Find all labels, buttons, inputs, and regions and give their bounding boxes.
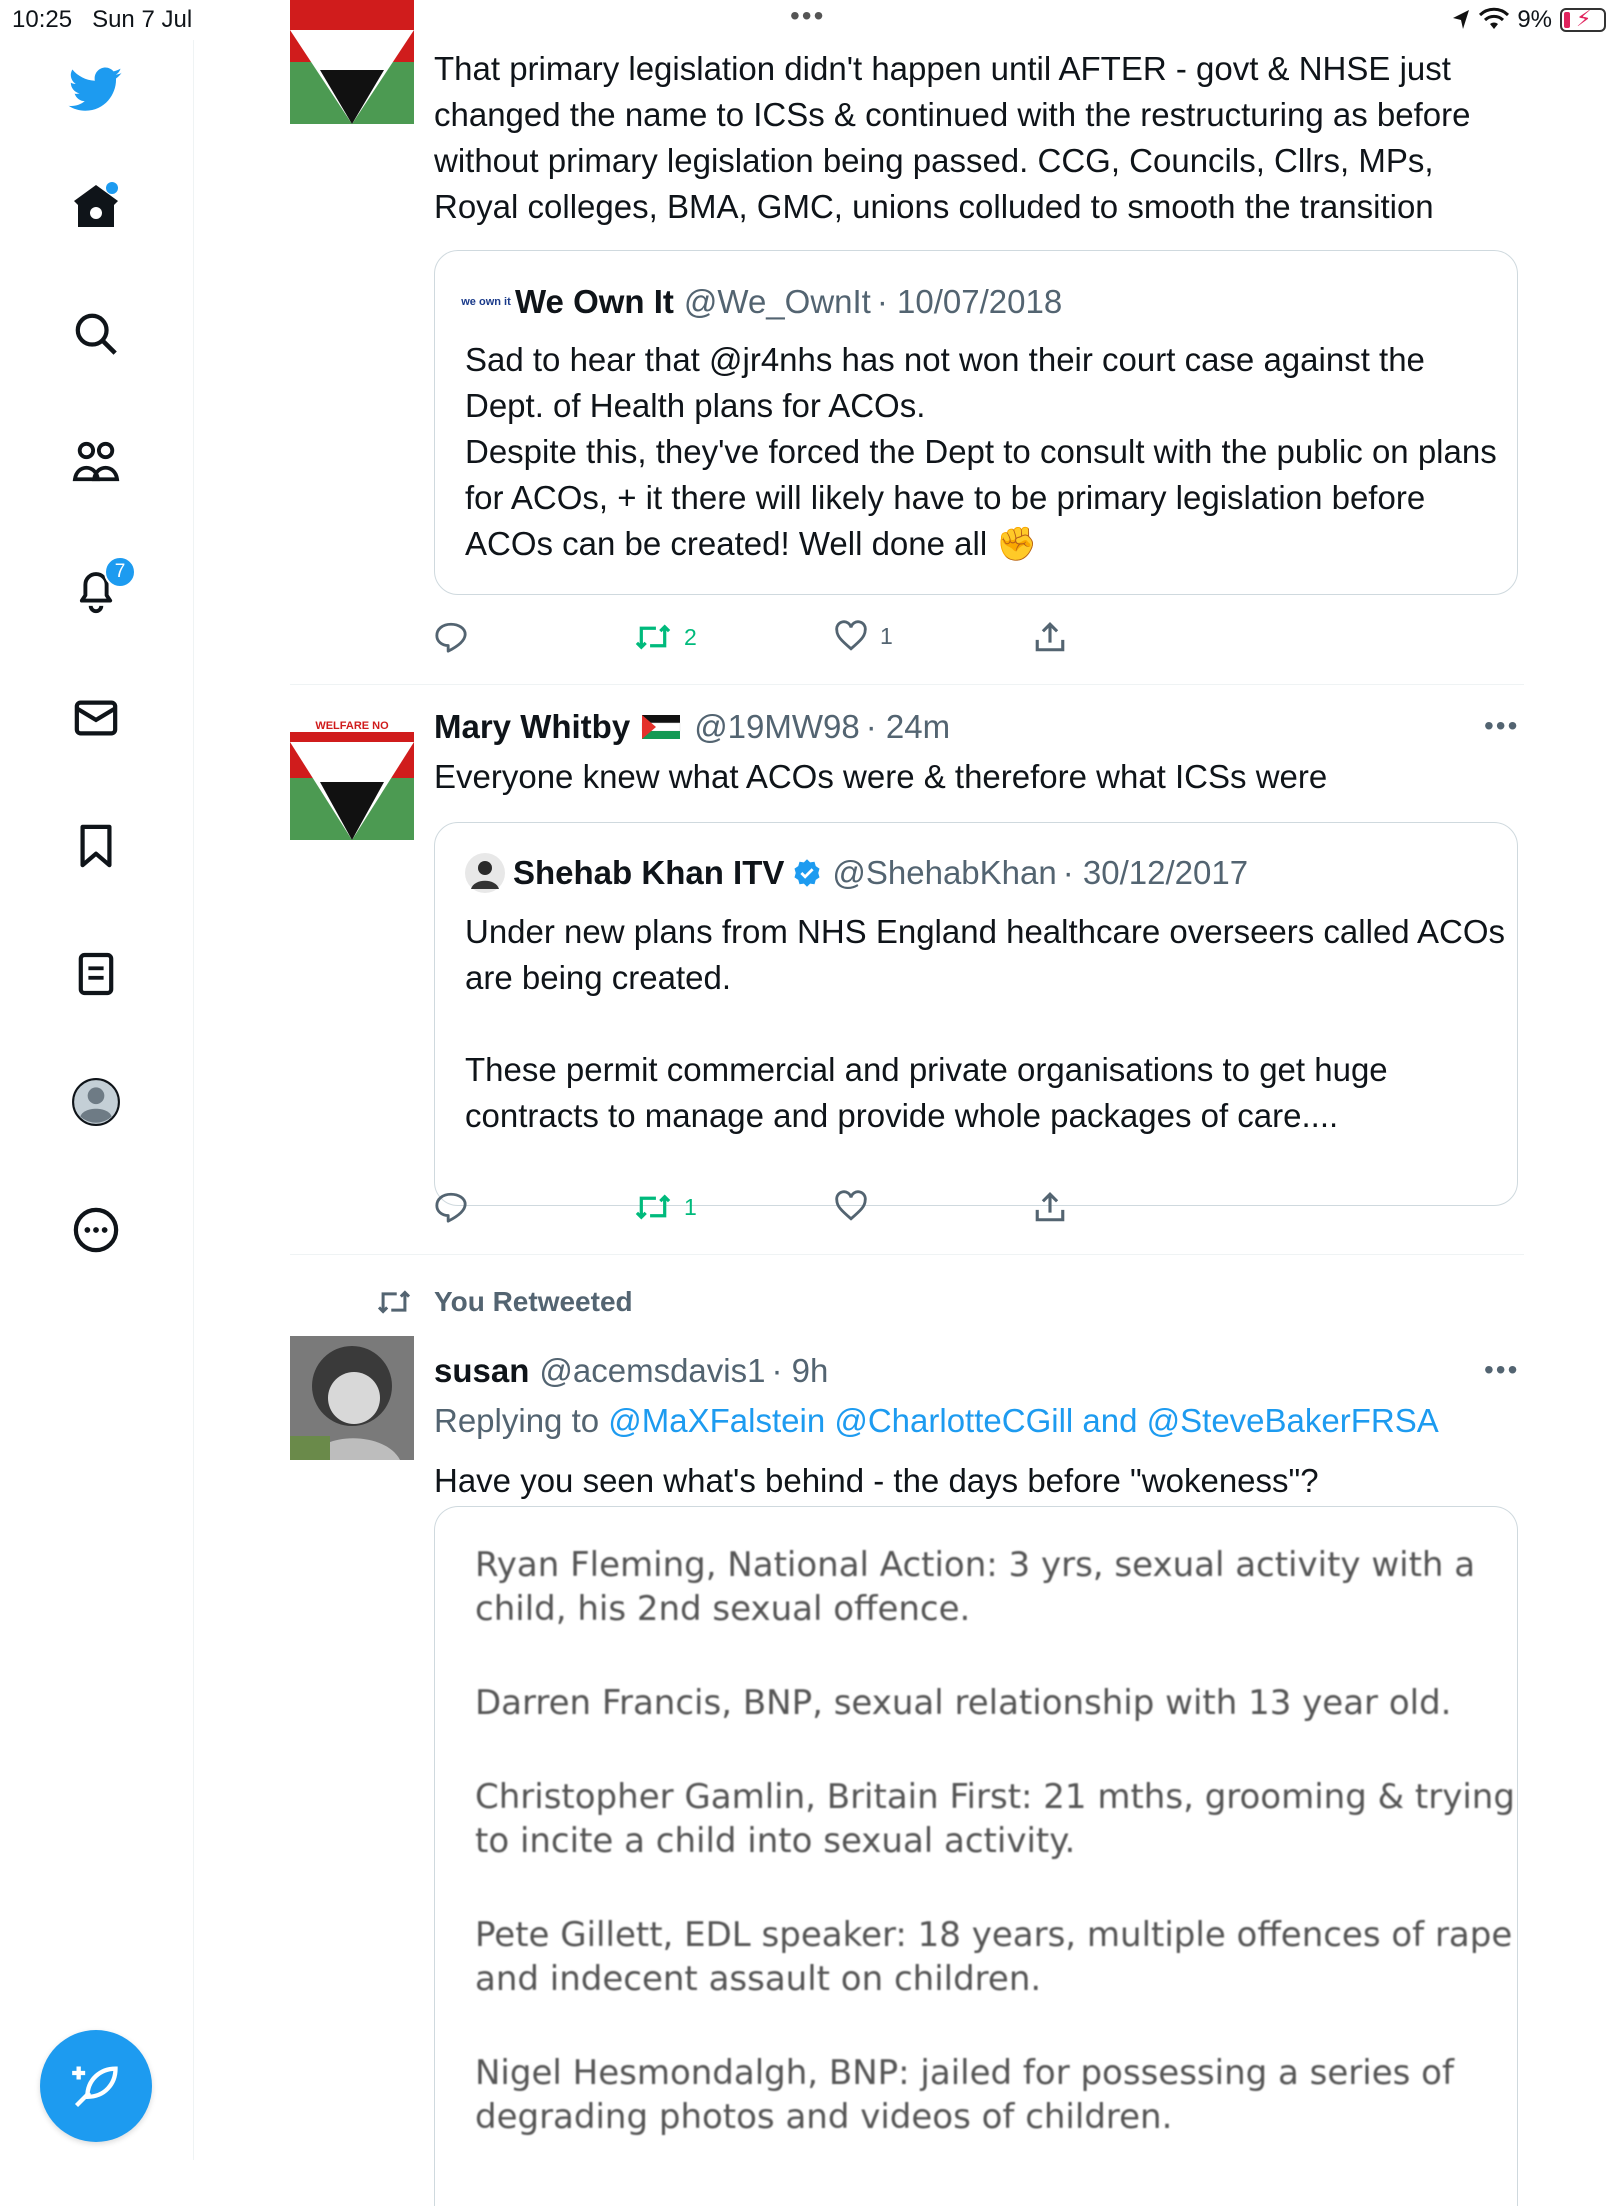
retweet-icon	[374, 1287, 414, 1317]
tweet-more-icon[interactable]: •••	[1484, 1354, 1520, 1385]
image-text-line: Nigel Hesmondalgh, BNP: jailed for possessing a series of degrading photos and videos of children.	[475, 2053, 1454, 2137]
author-handle[interactable]: @19MW98	[694, 708, 860, 745]
lists-icon[interactable]	[70, 948, 122, 1000]
quoted-tweet-body: Sad to hear that @jr4nhs has not won their court case against the Dept. of Health plans for ACOs. Despite this, they've forced the Dept to consult with the public on plans for ACOs, + it there will likely have to be primary legislation before ACOs can be created! Well done all ✊	[465, 341, 1497, 562]
retweet-icon	[634, 1190, 672, 1224]
location-icon	[1451, 9, 1471, 31]
quoted-date: · 10/07/2018	[876, 283, 1063, 320]
replying-mentions[interactable]: @MaXFalstein @CharlotteCGill	[608, 1402, 1074, 1439]
tweet-divider	[290, 1254, 1524, 1255]
heart-icon	[834, 620, 868, 652]
battery-percent: 9%	[1517, 6, 1552, 33]
status-time: 10:25 Sun 7 Jul	[12, 6, 193, 33]
home-icon[interactable]	[70, 180, 122, 232]
bookmarks-icon[interactable]	[70, 820, 122, 872]
image-text-line: Christopher Gamlin, Britain First: 21 mths, grooming & trying to incite a child into sexual activity.	[475, 1777, 1515, 1861]
communities-icon[interactable]	[70, 436, 122, 488]
tweet-text: Everyone knew what ACOs were & therefore what ICSs were	[434, 758, 1328, 795]
quoted-avatar-icon	[465, 853, 505, 893]
quoted-author-name: Shehab Khan ITV	[513, 854, 785, 891]
retweeted-indicator	[374, 1286, 633, 1318]
quoted-date: · 30/12/2017	[1062, 854, 1249, 891]
wifi-icon	[1479, 9, 1509, 31]
like-button[interactable]	[834, 1190, 880, 1222]
svg-text:WELFARE NO: WELFARE NO	[315, 720, 389, 732]
messages-mail-icon[interactable]	[70, 692, 122, 744]
share-icon	[1034, 620, 1066, 654]
image-text-line: Ryan Fleming, National Action: 3 yrs, sexual activity with a child, his 2nd sexual offence.	[475, 1545, 1476, 1629]
quoted-author-name: We Own It	[515, 283, 674, 320]
author-name[interactable]: susan	[434, 1352, 530, 1389]
compose-tweet-button[interactable]	[40, 2030, 152, 2142]
quoted-tweet-header	[461, 281, 1063, 323]
like-count: 1	[880, 622, 893, 649]
share-button[interactable]	[1034, 620, 1066, 654]
like-button[interactable]	[834, 620, 893, 652]
palestine-flag-icon	[642, 715, 680, 739]
replying-and: and	[1073, 1402, 1147, 1439]
we-own-it-logo-icon	[461, 281, 511, 323]
tweet-header	[434, 1352, 828, 1390]
retweet-button[interactable]	[634, 1190, 697, 1224]
notifications-bell-icon[interactable]	[70, 561, 126, 616]
replying-mention-last[interactable]: @SteveBakerFRSA	[1146, 1402, 1439, 1439]
quoted-tweet-header	[465, 853, 1248, 893]
retweet-count: 1	[684, 1193, 697, 1220]
battery-icon: ⚡	[1560, 8, 1606, 32]
tweet-media-image[interactable]	[434, 1506, 1518, 2206]
retweet-icon	[634, 620, 672, 654]
replying-prefix: Replying to	[434, 1402, 609, 1439]
tweet-time[interactable]: · 9h	[771, 1352, 829, 1389]
verified-badge-icon	[792, 858, 822, 888]
twitter-logo-icon[interactable]	[70, 64, 122, 116]
reply-button[interactable]	[434, 620, 468, 654]
reply-icon	[434, 620, 468, 654]
share-button[interactable]	[1034, 1190, 1066, 1224]
tweet-text: That primary legislation didn't happen until AFTER - govt & NHSE just changed the name to ICSs & continued with the restructuring as before without primary legislation being passed. CCG, Councils, Cllrs, MPs, Royal colleges, BMA, GMC, unions colluded to smooth the transition	[434, 50, 1480, 225]
tweet-header	[434, 708, 950, 746]
tweet-actions	[434, 1190, 1518, 1230]
notifications-count-badge: 7	[104, 556, 136, 588]
profile-avatar-icon[interactable]	[70, 1076, 122, 1128]
quoted-tweet[interactable]	[434, 250, 1518, 595]
reply-icon	[434, 1190, 468, 1224]
tweet-text: Have you seen what's behind - the days before "wokeness"?	[434, 1462, 1319, 1499]
replying-to	[434, 1402, 1439, 1440]
share-icon	[1034, 1190, 1066, 1224]
tweet-divider	[290, 684, 1524, 685]
quoted-author-handle: @We_OwnIt	[683, 283, 871, 320]
tweet-avatar[interactable]	[290, 0, 414, 124]
retweet-button[interactable]	[634, 620, 697, 654]
tweet-actions	[434, 620, 1518, 660]
reply-button[interactable]	[434, 1190, 468, 1224]
status-indicators	[1451, 6, 1606, 34]
quoted-author-handle: @ShehabKhan	[832, 854, 1057, 891]
tweet-avatar[interactable]	[290, 1336, 414, 1460]
tweet-avatar[interactable]	[290, 716, 414, 840]
tweet-more-icon[interactable]: •••	[1484, 710, 1520, 741]
compose-feather-icon	[70, 2060, 122, 2112]
image-text-line: Darren Francis, BNP, sexual relationship with 13 year old.	[475, 1683, 1452, 1723]
search-icon[interactable]	[70, 308, 122, 360]
svg-text:we own it: we own it	[461, 296, 511, 308]
timeline-feed	[194, 40, 1524, 2160]
status-bar	[0, 0, 1620, 40]
quoted-tweet-body: Under new plans from NHS England healthcare overseers called ACOs are being created. These permit commercial and private organisations to get huge contracts to manage and provide whole packages of care....	[465, 913, 1506, 1134]
author-name[interactable]: Mary Whitby	[434, 708, 631, 745]
heart-icon	[834, 1190, 868, 1222]
author-handle[interactable]: @acemsdavis1	[539, 1352, 766, 1389]
image-text-line: Pete Gillett, EDL speaker: 18 years, multiple offences of rape and indecent assault on children.	[475, 1915, 1513, 1999]
quoted-tweet[interactable]	[434, 822, 1518, 1206]
retweet-count: 2	[684, 623, 697, 650]
multitask-dots-icon[interactable]: •••	[790, 0, 826, 31]
sidebar-nav	[0, 40, 194, 2160]
more-options-icon[interactable]	[70, 1204, 122, 1256]
tweet-time[interactable]: · 24m	[865, 708, 951, 745]
retweeted-label: You Retweeted	[434, 1286, 633, 1317]
